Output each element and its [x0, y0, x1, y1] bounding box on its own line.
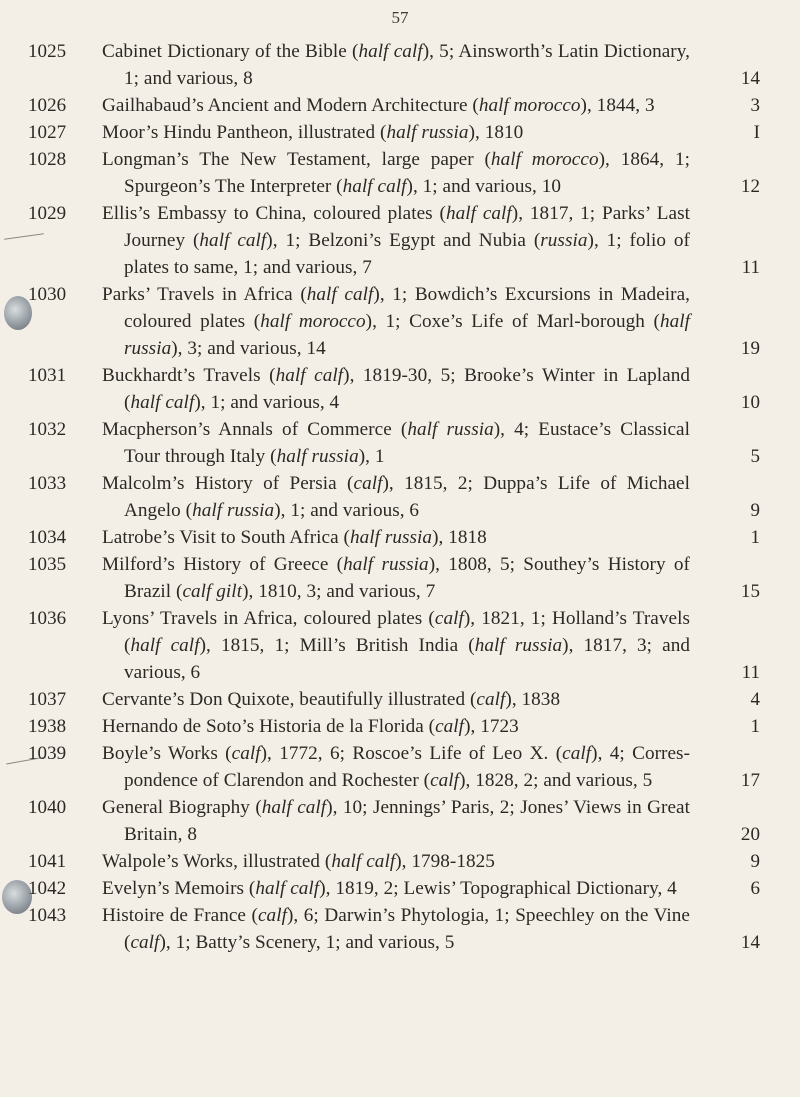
- lot-description: Moor’s Hindu Pantheon, illustrated (half russia), 1810: [102, 122, 524, 143]
- lot-description: Longman’s The New Testament, large paper (half morocco), 1864, 1; Spurgeon’s The Interpreter (half calf), 1; and various, 10: [102, 149, 691, 197]
- lot-number: 1041: [28, 851, 67, 872]
- lot-description: Cervante’s Don Quixote, beautifully illustrated (calf), 1838: [102, 689, 561, 710]
- lot-volume-count: I: [753, 122, 760, 143]
- lot-number: 1029: [28, 203, 67, 224]
- catalogue-list: [0, 38, 800, 956]
- lot-entry: [0, 713, 800, 740]
- lot-entry: [0, 119, 800, 146]
- lot-volume-count: 1: [750, 716, 760, 737]
- lot-entry: [0, 470, 800, 524]
- lot-volume-count: 17: [740, 770, 760, 791]
- lot-volume-count: 19: [740, 338, 760, 359]
- lot-entry: [0, 416, 800, 470]
- lot-volume-count: 1: [750, 527, 760, 548]
- lot-description: Boyle’s Works (calf), 1772, 6; Roscoe’s Life of Leo X. (calf), 4; Corres-pondence of Clarendon and Rochester (calf), 1828, 2; and various, 5: [102, 743, 691, 791]
- lot-entry: [0, 281, 800, 362]
- lot-volume-count: 11: [741, 662, 760, 683]
- lot-volume-count: 20: [740, 824, 760, 845]
- lot-description: Malcolm’s History of Persia (calf), 1815, 2; Duppa’s Life of Michael Angelo (half russia), 1; and various, 6: [102, 473, 690, 521]
- lot-description: Lyons’ Travels in Africa, coloured plates (calf), 1821, 1; Holland’s Travels (half calf), 1815, 1; Mill’s British India (half russia), 1817, 3; and various, 6: [102, 608, 690, 683]
- lot-volume-count: 15: [740, 581, 760, 602]
- lot-entry: [0, 92, 800, 119]
- lot-entry: [0, 740, 800, 794]
- lot-number: 1037: [28, 689, 67, 710]
- lot-number: 1033: [28, 473, 67, 494]
- lot-volume-count: 4: [750, 689, 760, 710]
- lot-number: 1032: [28, 419, 67, 440]
- lot-volume-count: 9: [750, 500, 760, 521]
- lot-entry: [0, 551, 800, 605]
- lot-number: 1035: [28, 554, 67, 575]
- lot-volume-count: 5: [750, 446, 760, 467]
- lot-description: Evelyn’s Memoirs (half calf), 1819, 2; Lewis’ Topographical Dictionary, 4: [102, 878, 677, 899]
- lot-entry: [0, 875, 800, 902]
- lot-number: 1027: [28, 122, 67, 143]
- lot-entry: [0, 848, 800, 875]
- lot-description: Macpherson’s Annals of Commerce (half russia), 4; Eustace’s Classical Tour through Italy (half russia), 1: [102, 419, 690, 467]
- lot-number: 1938: [28, 716, 67, 737]
- lot-number: 1042: [28, 878, 67, 899]
- lot-entry: [0, 146, 800, 200]
- lot-volume-count: 6: [750, 878, 760, 899]
- lot-description: Hernando de Soto’s Historia de la Florida (calf), 1723: [102, 716, 519, 737]
- lot-volume-count: 9: [750, 851, 760, 872]
- lot-description: Latrobe’s Visit to South Africa (half russia), 1818: [102, 527, 487, 548]
- lot-description: Ellis’s Embassy to China, coloured plates (half calf), 1817, 1; Parks’ Last Journey (half calf), 1; Belzoni’s Egypt and Nubia (russia), 1; folio of plates to same, 1; and various, 7: [102, 203, 690, 278]
- lot-entry: [0, 902, 800, 956]
- lot-volume-count: 3: [750, 95, 760, 116]
- lot-entry: [0, 686, 800, 713]
- lot-description: Parks’ Travels in Africa (half calf), 1; Bowdich’s Excursions in Madeira, coloured plates (half morocco), 1; Coxe’s Life of Marl-borough (half russia), 3; and various, 14: [102, 284, 691, 359]
- lot-description: General Biography (half calf), 10; Jennings’ Paris, 2; Jones’ Views in Great Britain, 8: [102, 797, 690, 845]
- lot-description: Histoire de France (calf), 6; Darwin’s Phytologia, 1; Speechley on the Vine (calf), 1; Batty’s Scenery, 1; and various, 5: [102, 905, 690, 953]
- lot-entry: [0, 38, 800, 92]
- lot-entry: [0, 605, 800, 686]
- lot-number: 1043: [28, 905, 67, 926]
- lot-number: 1036: [28, 608, 67, 629]
- lot-volume-count: 12: [740, 176, 760, 197]
- lot-number: 1039: [28, 743, 67, 764]
- lot-description: Milford’s History of Greece (half russia), 1808, 5; Southey’s History of Brazil (calf gilt), 1810, 3; and various, 7: [102, 554, 691, 602]
- lot-volume-count: 10: [740, 392, 760, 413]
- lot-entry: [0, 794, 800, 848]
- lot-entry: [0, 362, 800, 416]
- lot-description: Buckhardt’s Travels (half calf), 1819-30, 5; Brooke’s Winter in Lapland (half calf), 1; and various, 4: [102, 365, 690, 413]
- lot-number: 1030: [28, 284, 67, 305]
- page-number: 57: [391, 8, 409, 27]
- lot-number: 1025: [28, 41, 67, 62]
- lot-number: 1040: [28, 797, 67, 818]
- lot-number: 1034: [28, 527, 67, 548]
- lot-number: 1028: [28, 149, 67, 170]
- lot-volume-count: 14: [740, 68, 760, 89]
- lot-entry: [0, 200, 800, 281]
- lot-description: Gailhabaud’s Ancient and Modern Architecture (half morocco), 1844, 3: [102, 95, 655, 116]
- lot-description: Walpole’s Works, illustrated (half calf), 1798-1825: [102, 851, 495, 872]
- lot-volume-count: 14: [740, 932, 760, 953]
- lot-number: 1026: [28, 95, 67, 116]
- lot-number: 1031: [28, 365, 67, 386]
- lot-entry: [0, 524, 800, 551]
- lot-volume-count: 11: [741, 257, 760, 278]
- lot-description: Cabinet Dictionary of the Bible (half calf), 5; Ainsworth’s Latin Dictionary, 1; and various, 8: [102, 41, 690, 89]
